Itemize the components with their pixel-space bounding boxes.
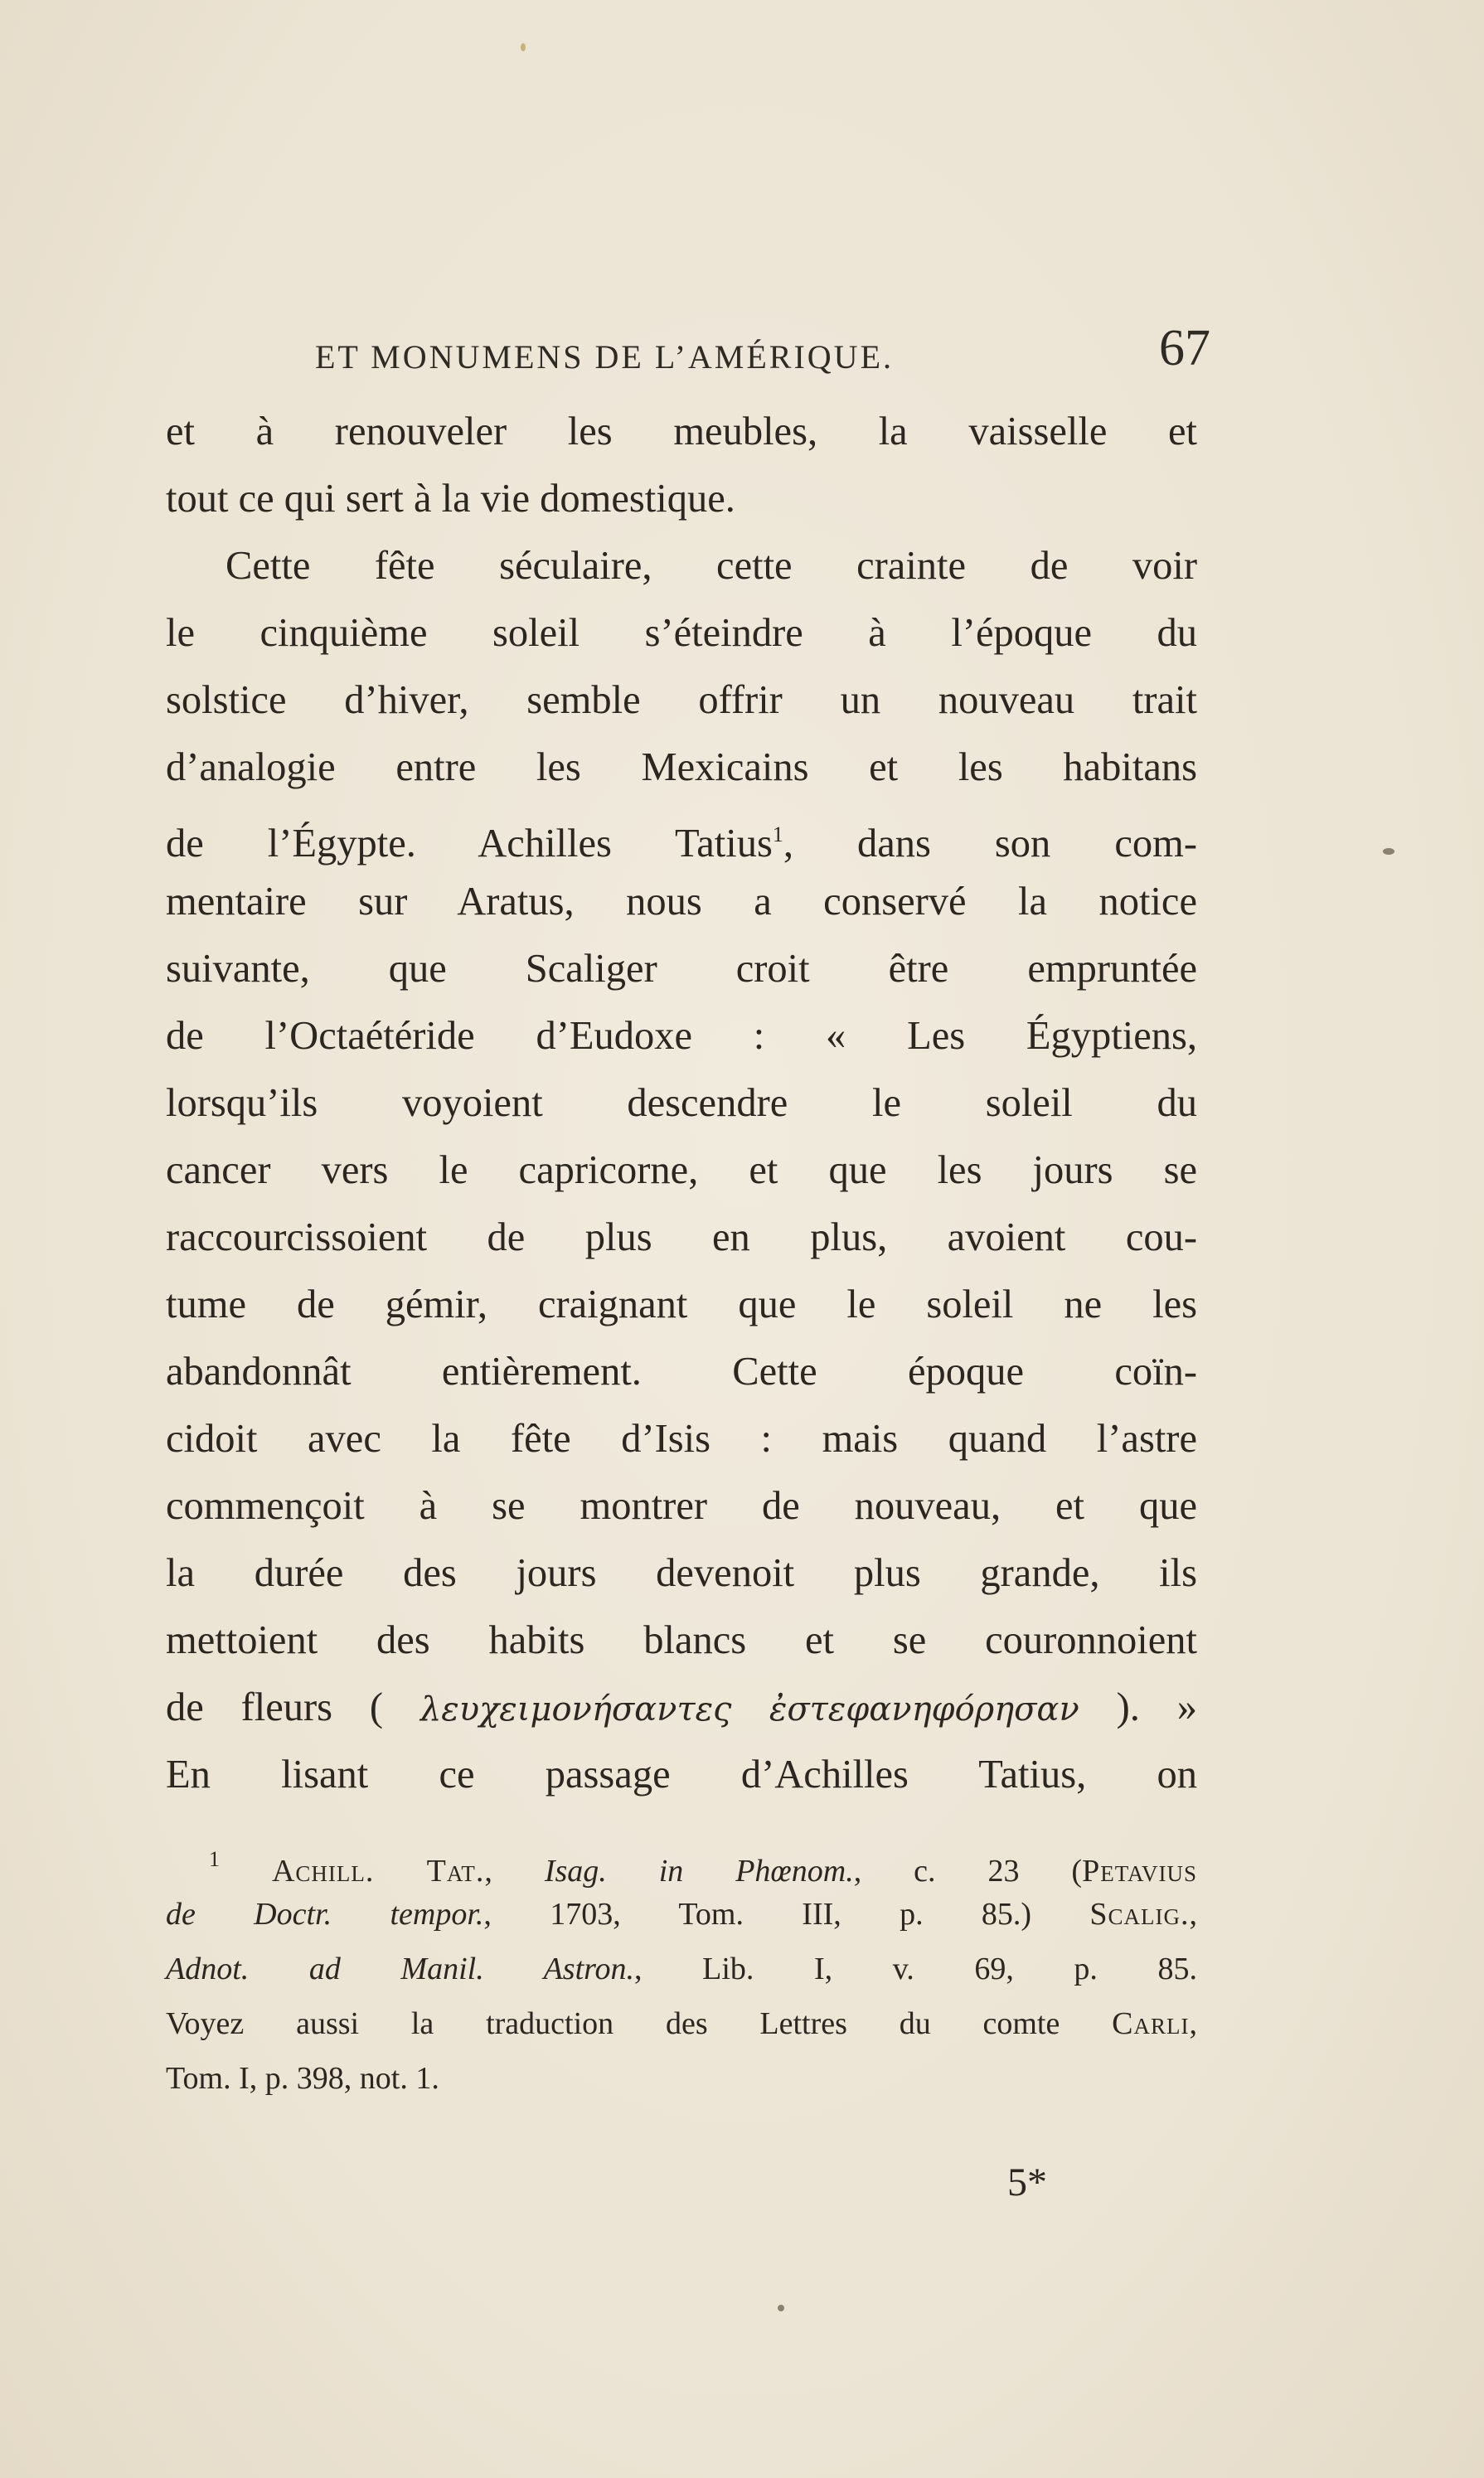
text-line: lorsqu’ils voyoient descendre le soleil du [166, 1081, 1197, 1125]
text-fragment: ). » [1116, 1685, 1198, 1729]
page-number: 67 [1159, 320, 1210, 376]
text-line [166, 1674, 1197, 1741]
footnote-text: Voyez aussi la traduction des Lettres du comte [166, 2006, 1113, 2041]
footnote-author: Carli [1112, 2006, 1190, 2041]
text-line: la durée des jours devenoit plus grande, ils [166, 1551, 1197, 1595]
footnote-author: Petavius [1082, 1854, 1198, 1889]
footnote-text: , [484, 1854, 545, 1889]
text-line: Cette fête séculaire, cette crainte de voir [226, 544, 1197, 588]
footnote-title: Adnot. ad Manil. Astron. [166, 1952, 635, 1986]
body-text [166, 398, 1197, 1808]
text-line: abandonnât entièrement. Cette époque coïn- [166, 1350, 1197, 1394]
text-line: cancer vers le capricorne, et que les jours se [166, 1148, 1197, 1192]
text-line: raccourcissoient de plus en plus, avoient cou- [166, 1215, 1197, 1259]
footnote-line [166, 1832, 1197, 1887]
paper-speck [778, 2305, 784, 2311]
text-line: cidoit avec la fête d’Isis : mais quand l’astre [166, 1417, 1197, 1461]
text-line: d’analogie entre les Mexicains et les habitans [166, 745, 1197, 789]
paper-speck [1383, 848, 1394, 855]
text-fragment: , dans son com- [783, 822, 1197, 866]
greek-quotation: λευχειμονήσαντες ἐστεφανηφόρησαν [419, 1690, 1079, 1729]
footnote-title: de Doctr. tempor. [166, 1897, 484, 1932]
text-line: mettoient des habits blancs et se couronnoient [166, 1618, 1197, 1662]
paper-speck [521, 43, 526, 51]
signature-mark: 5* [1007, 2160, 1047, 2204]
footnote-marker: 1 [209, 1847, 220, 1871]
text-line: tume de gémir, craignant que le soleil ne les [166, 1283, 1197, 1326]
footnote-line [166, 1942, 1197, 1996]
text-line: suivante, que Scaliger croit être empruntée [166, 947, 1197, 991]
text-line: commençoit à se montrer de nouveau, et que [166, 1484, 1197, 1528]
running-head: ET MONUMENS DE L’AMÉRIQUE. [315, 338, 894, 376]
footnote-text: , [1189, 2006, 1197, 2041]
footnote-author: Scalig. [1089, 1897, 1190, 1932]
footnote-line: Tom. I, p. 398, not. 1. [166, 2061, 439, 2096]
text-line: mentaire sur Aratus, nous a conservé la notice [166, 880, 1197, 924]
text-line: le cinquième soleil s’éteindre à l’époque du [166, 611, 1197, 655]
footnote-reference: 1 [772, 822, 783, 846]
footnote-line [166, 1996, 1197, 2051]
footnote-text: , c. 23 ( [853, 1854, 1083, 1889]
text-fragment: de fleurs ( [166, 1685, 384, 1729]
footnote-title: Isag. in Phœnom. [544, 1854, 854, 1889]
footnotes [166, 1832, 1197, 2106]
text-line: et à renouveler les meubles, la vaisselle et [166, 410, 1197, 453]
text-line: tout ce qui sert à la vie domestique. [166, 477, 735, 521]
footnote-text: , Lib. I, v. 69, p. 85. [634, 1952, 1197, 1986]
footnote-text: , [1189, 1897, 1197, 1932]
text-fragment: de l’Égypte. Achilles Tatius [166, 822, 773, 866]
footnote-line [166, 1887, 1197, 1942]
page-header [166, 319, 1210, 394]
text-line: En lisant ce passage d’Achilles Tatius, on [166, 1753, 1197, 1797]
footnote-text: , 1703, Tom. III, p. 85.) [483, 1897, 1090, 1932]
text-line: solstice d’hiver, semble offrir un nouveau trait [166, 678, 1197, 722]
footnote-author: Achill. Tat. [271, 1854, 485, 1889]
text-line: de l’Octaétéride d’Eudoxe : « Les Égyptiens, [166, 1014, 1197, 1058]
text-line [166, 801, 1197, 868]
